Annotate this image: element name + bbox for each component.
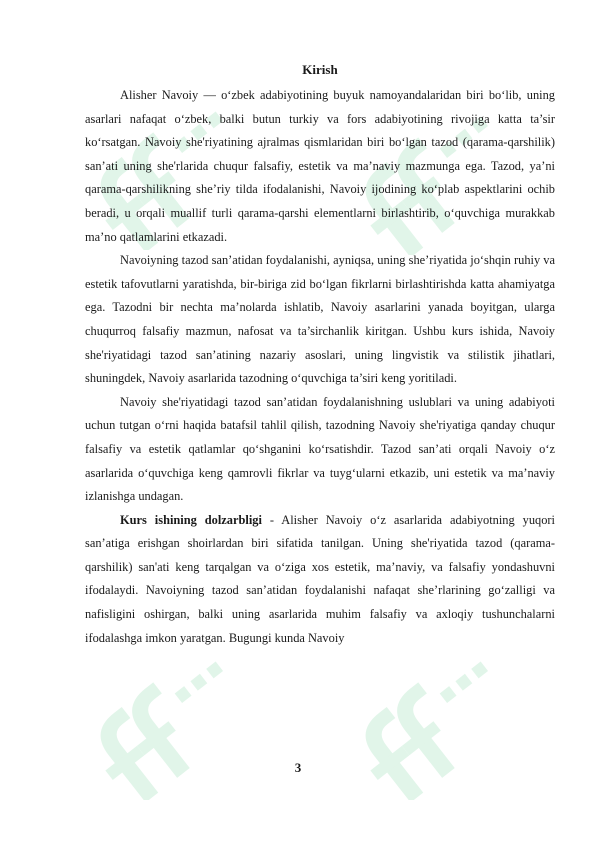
page-number: 3 — [294, 760, 302, 775]
relevance-text: - Alisher Navoiy o‘z asarlarida adabiyotning yuqori san’atiga erishgan shoirlardan biri sifatida tanilgan. Uning she'riyatida tazod (qarama-qarshilik) san'ati keng tarqalgan va o‘ziga xos estetik, ma’naviy, va falsafiy yondashuvni ifodalaydi. Navoiyning tazod san’atidan foydalanishi nafaqat she’rlarining go‘zalligi va nafisligini oshirgan, balki uning asarlarida muhim falsafiy va axloqiy tushunchalarni ifodalashga imkon yaratgan. Bugungi kunda Navoiy — [85, 512, 555, 645]
paragraph-intro: Alisher Navoiy — o‘zbek adabiyotining buyuk namoyandalaridan biri bo‘lib, uning asarlari nafaqat o‘zbek, balki butun turkiy va fors adabiyotining rivojiga katta ta’sir ko‘rsatgan. Navoiy she'riyatining ajralmas qismlaridan biri bo‘lgan tazod (qarama-qarshilik) san’ati uning she'rlarida chuqur falsafiy, estetik va ma’naviy mazmunga ega. Tazod, ya’ni qarama-qarshilikning she’riy tilda ifodalanishi, Navoiy ijodining ko‘plab aspektlarini ochib beradi, u orqali muallif turli qarama-qarshi elementlarni birlashtirib, o‘quvchiga murakkab ma’no qatlamlarini etkazadi. — [85, 88, 555, 244]
paragraph-analysis: Navoiy she'riyatidagi tazod san’atidan foydalanishning uslublari va uning adabiyoti uchun tutgan o‘rni haqida batafsil tahlil qilish, tazodning Navoiy she'riyatiga qanday chuqur falsafiy va estetik qatlamlar qo‘shganini ko‘rsatishdir. Tazod san’ati orqali Navoiy o‘z asarlarida o‘quvchiga keng qamrovli fikrlar va tuyg‘ularni etkazib, uni estetik va ma’naviy izlanishga undagan. — [85, 394, 555, 504]
watermark-logo-icon — [70, 640, 270, 800]
section-title: Kirish — [302, 62, 338, 77]
document-page — [85, 60, 555, 650]
paragraph-relevance — [85, 509, 555, 651]
relevance-heading: Kurs ishining dolzarbligi — [120, 512, 262, 527]
watermark-logo-icon — [335, 640, 535, 800]
paragraph-tazod-usage: Navoiyning tazod san’atidan foydalanishi, ayniqsa, uning she’riyatida jo‘shqin ruhiy va estetik tafovutlarni yaratishda, bir-biriga zid bo‘lgan fikrlarni birlashtirishda katta ahamiyatga ega. Tazodni bir nechta ma’nolarda ishlatib, Navoiy asarlarini yanada boyitgan, ularga chuqurroq falsafiy mazmun, nafosat va ta’sirchanlik kiritgan. Ushbu kurs ishida, Navoiy she'riyatidagi tazod san’atining nazariy asoslari, uning lingvistik va stilistik jihatlari, shuningdek, Navoiy asarlarida tazodning o‘quvchiga ta’siri keng yoritiladi. — [85, 253, 555, 386]
